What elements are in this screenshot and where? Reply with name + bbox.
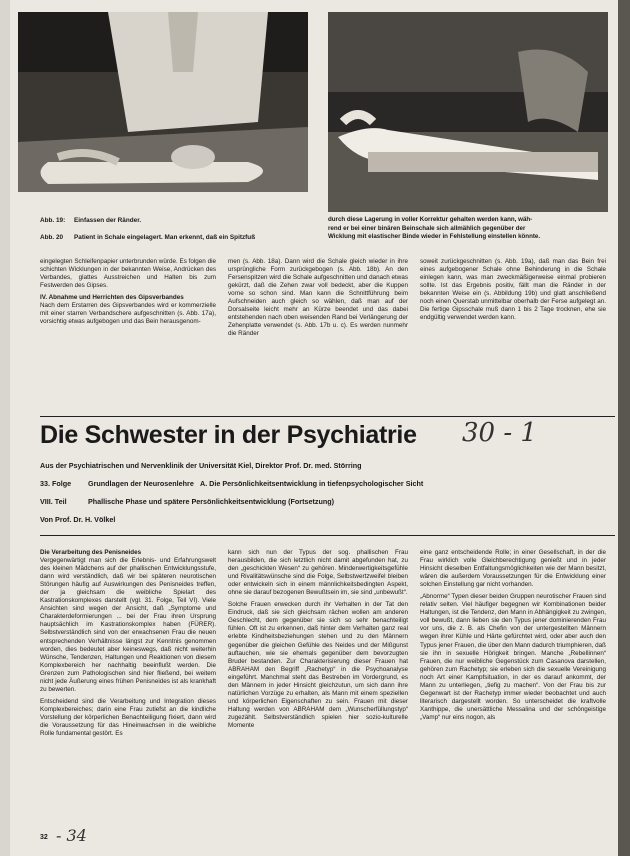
paragraph: eingelegten Schleifenpapier unterbrunden würde. Es folgen die schichten Wicklungen in der bekannten Weise, Andrücken des Verbandes, glattes Ausstreichen und Halten bis zum Festwerden des Gipses.	[40, 258, 216, 290]
caption-line: durch diese Lagerung in voller Korrektur gehalten werden kann, wäh-	[328, 216, 533, 223]
caption-line: rend er bei einer binären Beinschale sich allmählich gegenüber der	[328, 224, 526, 232]
caption-abb20	[40, 233, 330, 242]
photo-leg-cast	[328, 12, 608, 212]
part-number: VIII. Teil	[40, 497, 67, 506]
series-title: Grundlagen der Neurosenlehre	[88, 479, 194, 488]
caption-text: Einfassen der Ränder.	[74, 217, 142, 224]
paragraph: eine ganz entscheidende Rolle; in einer Gesellschaft, in der die Frau wirklich volle Gleichberechtigung genießt und in jeder Hinsicht dieselben Entfaltungsmöglichkeiten wie der Mann besitzt, wären die außerdem Voraussetzungen für die Entwicklung einer solchen Einstellung gar nicht vorhanden.	[420, 549, 606, 589]
part-line	[40, 497, 334, 506]
body-column-1	[40, 549, 216, 829]
divider	[40, 535, 615, 536]
caption-right	[328, 216, 610, 242]
institution-line: Aus der Psychiatrischen und Nervenklinik der Universität Kiel, Direktor Prof. Dr. med. Störring	[40, 461, 362, 470]
section-heading: IV. Abnahme und Herrichten des Gipsverbandes	[40, 294, 184, 302]
upper-column-2	[228, 258, 408, 368]
paragraph: men (s. Abb. 18a). Dann wird die Schale gleich wieder in ihre ursprüngliche Form zurückgebogen (s. Abb. 18b). An den Fersenspitzen wird die Schale aufgeschnitten und danach etwas gekürzt, daß die Zehen zwar voll bedeckt, aber die Kuppen vorne so schon sind. Man kann die Schnittführung beim Aufschneiden auch gleich so wählen, daß man auf der Dorsalseite leicht mehr an Kürze beendet und das dabei entstehenden nach oben weisenden Rand bei Verlängerung der Zehenplatte verwendet (s. Abb. 17b u. c). Es werden nunmehr die Ränder	[228, 258, 408, 338]
article-title: Die Schwester in der Psychiatrie	[40, 421, 417, 449]
series-part: A. Die Persönlichkeitsentwicklung in tiefenpsychologischer Sicht	[200, 479, 424, 488]
divider	[40, 416, 615, 417]
part-title: Phallische Phase und spätere Persönlichkeitsentwicklung (Fortsetzung)	[88, 497, 335, 506]
author-line: Von Prof. Dr. H. Völkel	[40, 515, 116, 524]
handwritten-note: 30 - 1	[462, 418, 537, 448]
series-line	[40, 479, 423, 488]
paragraph: kann sich nun der Typus der sog. phallischen Frau herausbilden, die sich letztlich nicht damit abgefunden hat, zu den „geschickten Wesen“ zu gehören. Minderwertigkeitsgefühle und Rivalitätswünsche sind die Folge, Selbstwertzweifel bleiben oder entwickeln sich in einem männlichkeitsbedingten Aspekt, ohne sie darauf bezogenen Bewußtsein im, sie sind „unbewußt“.	[228, 549, 408, 597]
upper-column-3	[420, 258, 606, 368]
magazine-page	[10, 0, 618, 856]
caption-line: Wicklung mit elastischer Binde wieder in Fehlstellung einstellen könnte.	[328, 233, 541, 240]
series-number: 33. Folge	[40, 479, 72, 488]
caption-abb19	[40, 216, 141, 225]
body-column-2	[228, 549, 408, 839]
page-number: 32	[40, 834, 48, 841]
caption-text: Patient in Schale eingelagert. Man erkennt, daß ein Spitzfuß	[74, 234, 256, 241]
paragraph: Solche Frauen erwecken durch ihr Verhalten in der Tat den Eindruck, daß sie sich gleichsam rächen wollen am anderen Geschlecht, dem gegenüber sie sich so sehr benachteiligt fühlen. Oft ist zu erkennen, daß hinter dem Verhalten ganz real erlebte Kindheitsbeziehungen stehen und zu den Männern gegenüber die gleichen Gefühle des Neides und der Mißgunst auftauchen, wie sie ehemals gegenüber dem bevorzugten Bruder bestanden. Zur Charakterisierung dieser Frauen hat ABRAHAM den Begriff „Rachetyp“ in die Psychoanalyse eingeführt. Manchmal steht das Bestreben im Vordergrund, es den Männern in jeder Hinsicht gleichzutun, um sich dann ihre natürlichen Vorzüge zu erhalten, als Mann mit einem speziellen und körperlichen Eigenschaften zu sein. Frauen mit dieser Haltung werden von ABRAHAM dem „Wunscherfüllungstyp“ zugezählt. Selbstverständlich spielen hier sozio-kulturelle Momente	[228, 601, 408, 729]
paragraph: „Abnorme“ Typen dieser beiden Gruppen neurotischer Frauen sind relativ selten. Viel häufiger begegnen wir Kombinationen beider Haltungen, ist die Tendenz, den Mann in Abhängigkeit zu zwingen, voll bewußt, dann lieben sie den Typus jener dominierenden Frau vor uns, die z. B. als Chefin von der untergestellten Männern wegen ihrer Kühle und Härte gefürchtet wird, oder aber auch den Typus jener Frauen, die über den Mann dadurch triumphieren, daß sie ihn in sexuelle Hörigkeit bringen. Manche „Rebellinnen“ Frauen, die nur weibliche Gegenstück zum Casanova darstellen, gehören zum Rachetyp; sie erleben sich die sexuelle Vereinigung noch Art einer Kampfsituation, in der es darauf ankommt, der Mann zu unterliegen, „tiefig zu machen“. Von der Frau bis zur Gegenwart ist der Rachetyp immer wieder beobachtet und auch literarisch dargestellt worden. So unterscheidet die kraftvolle Xanthippe, die unersättliche Messalina und der schöngeistige „Vamp“ nur eins nogon, als	[420, 593, 606, 721]
photo-cast-edges	[18, 12, 308, 192]
upper-column-1	[40, 258, 216, 364]
handwritten-page-number: - 34	[56, 826, 87, 845]
book-spine	[618, 0, 630, 856]
paragraph: Vergegenwärtigt man sich die Erlebnis- und Erfahrungswelt des kleinen Mädchens auf der phallischen Entwicklungsstufe, dann wird verständlich, daß wir bei späteren neurotischen Störungen häufig auf Auswirkungen des Penisneides treffen, der ja gleichsam die weibliche Spielart des Kastrationskomplexes darstellt (vgl. 31. Folge, Teil VI). Viele Ansichten sind wegen der Ansicht, daß „Symptome und Charakterdeformierungen ... bei der Frau ihren Ursprung hauptsächlich im Kastrationskomplex haben (FÜRER). Selbstverständlich sind von der erwachsenen Frau die neuen entsprechenden Verhältnisse längst zur Kenntnis genommen worden, dies bedeutet aber keineswegs, daß nicht weiterhin Wünsche, Tendenzen, Haltungen und Reaktionen von diesem Komplexbereich her nachhaltig beeinflußt werden. Die Grenzen zum Pathologischen sind hier fließend, bei weitem nicht jede Äußerung eines frühen Penisneides ist als krankhaft zu bewerten.	[40, 557, 216, 693]
section-heading: Die Verarbeitung des Penisneides	[40, 549, 142, 556]
paragraph: Entscheidend sind die Verarbeitung und Integration dieses Komplexbereiches; darin eine Frau zutiefst an die kindliche Vorstellung der körperlichen Benachteiligung fixiert, dann wird die Voraussetzung für das Hineinwachsen in die weibliche Rolle fundamental gestört. Es	[40, 697, 216, 738]
caption-label: Abb. 19:	[40, 217, 66, 224]
paragraph: soweit zurückgeschnitten (s. Abb. 19a), daß man das Bein frei eines aufgebogener Schale ohne Behinderung in die Schale einlegen kann, was man zweckmäßigerweise einmal probieren sollte. Ist das Ergebnis positiv, fällt man die Ränder in der bekannten Weise ein (s. Abbildung 19b) und glatt anschließend noch einen Querstab unmittelbar oberhalb der Ferse aufgelegt an. Die fertige Gipsschale muß dann 1 bis 2 Tage trocknen, ehe sie endgültig verwendet werden kann.	[420, 258, 606, 322]
caption-label: Abb. 20	[40, 234, 64, 241]
body-column-3	[420, 549, 606, 839]
paragraph: Nach dem Erstarren des Gipsverbandes wird er kommerzielle mit einer starren Verbandschere aufgeschnitten (s. Abb. 17a), vorsichtig etwas aufgebogen und das Bein herausgenom-	[40, 302, 216, 326]
